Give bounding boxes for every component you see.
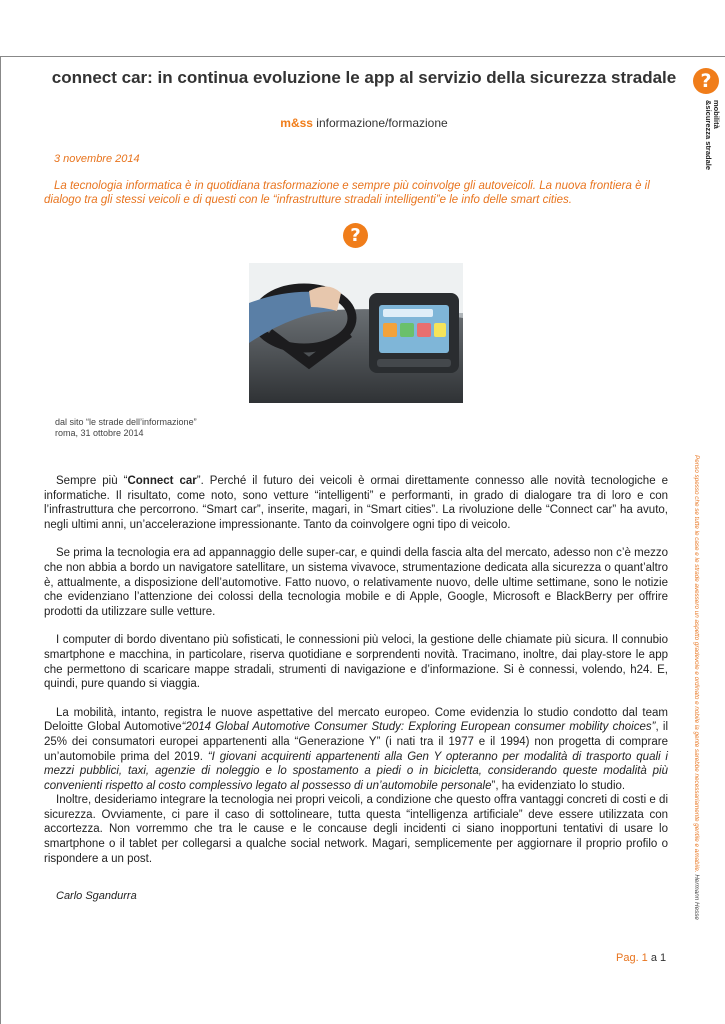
bold-term: Connect car	[127, 475, 197, 487]
left-border	[0, 56, 1, 1024]
paragraph: Sempre più “Connect car”. Perché il futuro dei veicoli è ormai direttamente connesso alle novità tecnologiche e informatiche. Il risultato, come noto, sono vetture “intelligenti” e performanti, in grado di dialogare tra di loro e con l’infrastruttura che percorrono. “Smart car”, inserite, magari, in “Smart cities”. La rivoluzione delle “Connect car” ha avuto, negli ultimi anni, un’accelerazione impressionante. Tanto da coinvolgere ogni tipo di veicolo.	[44, 475, 668, 531]
paragraph: Inoltre, desideriamo integrare la tecnologia nei propri veicoli, a condizione che questo offra vantaggi concreti di costi e di sicurezza. Ovviamente, ci pare il caso di sottolineare, tutta questa “intelligenza artificiale” deve essere utilizzata con accortezza. Non vorremmo che tra le cause e le concause degli incidenti ci siano inopportuni tentativi di usare lo smartphone o il tablet per collegarsi a qualche social network. Magari, semplicemente per aggiornare il proprio profilo o rispondere a un post.	[44, 794, 668, 865]
question-mark-icon: ?	[343, 223, 368, 248]
page-number: Pag. 1 a 1	[616, 952, 667, 964]
article-intro: La tecnologia informatica è in quotidiana trasformazione e sempre più coinvolge gli autoveicoli. La nuova frontiera è il dialogo tra gli stessi veicoli e di questi con le “infrastrutture stradali intelligenti”e le info delle smart cities.	[44, 180, 650, 206]
paragraph: La mobilità, intanto, registra le nuove aspettative del mercato europeo. Come evidenzia lo studio condotto dal team Deloitte Global Automotive“2014 Global Automotive Consumer Study: Exploring European consumer mobility choices”, il 25% dei consumatori europei appartenenti alla “Generazione Y” (i nati tra il 1977 e il 1994) non progetta di comprare un’automobile prima del 2019. “I giovani acquirenti appartenenti alla Gen Y opteranno per modalità di trasporto quali i mezzi pubblici, taxi, agenzie di noleggio e lo spostamento a piedi o in bicicletta, considerando queste modalità più convenienti rispetto al costo complessivo legato al possesso di un’automobile personale”, ha evidenziato lo studio.	[44, 706, 668, 792]
page-title: connect car: in continua evoluzione le app al servizio della sicurezza stradale	[51, 68, 677, 87]
article-photo	[249, 263, 463, 403]
subtitle-text: informazione/formazione	[312, 116, 448, 130]
photo-caption: dal sito “le strade dell’informazione” roma, 31 ottobre 2014	[55, 417, 197, 438]
brand-name: m&ss	[280, 116, 313, 130]
brand-logo	[690, 68, 720, 228]
question-mark-icon: ?	[693, 68, 719, 94]
paragraph: I computer di bordo diventano più sofisticati, le connessioni più veloci, la gestione delle chiamate più sicura. Il connubio smartphone e macchina, in particolare, riserva quotidiane e sorprendenti novità. Tracimano, inoltre, dai play-store le app che permettono di scaricare mappe stradali, strumenti di navigazione e d’informazione. Si è connessi, volendo, h24. E, quindi, pure quando si viaggia.	[44, 634, 668, 691]
logo-text: mobilità &sicurezza stradale	[704, 100, 721, 171]
quote-author: Hermann Hesse	[693, 872, 700, 920]
top-border	[0, 56, 725, 57]
section-subtitle	[44, 116, 684, 130]
article-date: 3 novembre 2014	[54, 153, 140, 165]
author-signature: Carlo Sgandurra	[56, 890, 137, 902]
side-quote: Penso spesso che se tutte le case e le strade avessero un aspetto gradevole e ordinato e nobile la gente sarebbe necessariamente gentile e amabile. Hermann Hesse	[693, 455, 700, 920]
article-body	[44, 474, 668, 866]
paragraph: Se prima la tecnologia era ad appannaggio delle super-car, e quindi della fascia alta del mercato, adesso non c’è mezzo che non abbia a bordo un navigatore satellitare, un sistema vivavoce, strumentazione dedicata alla sicurezza o quant’altro è, attualmente, a disposizione dell’automotive. Fatto nuovo, o relativamente nuovo, delle ultime settimane, sono le notizie che evidenziano l’attenzione dei colossi della tecnologia mobile e di Apple, Google, Microsoft e BlackBerry per offrire prodotti da utilizzare sulle vetture.	[44, 547, 668, 618]
